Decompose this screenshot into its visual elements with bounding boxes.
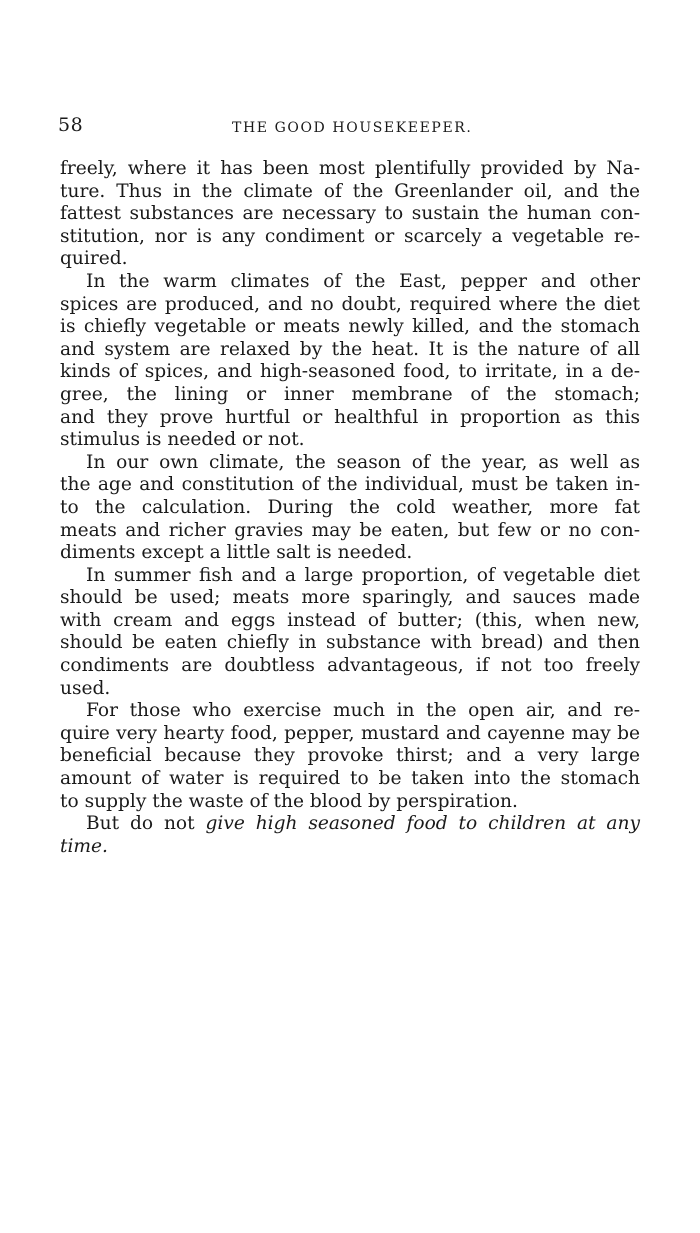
text-line: stitution, nor is any condiment or scarcely a vegetable re- (60, 225, 640, 247)
paragraph (60, 158, 640, 271)
text-line: In our own climate, the season of the year, as well as (86, 451, 640, 473)
text-line: diments except a little salt is needed. (60, 542, 413, 564)
text-roman: But do not (86, 813, 206, 835)
text-line: to supply the waste of the blood by perspiration. (60, 790, 518, 812)
text-line: amount of water is required to be taken into the stomach (60, 768, 640, 790)
running-head: THE GOOD HOUSEKEEPER. (232, 120, 473, 136)
body-text (60, 158, 640, 858)
text-line: In the warm climates of the East, pepper and other (86, 270, 640, 292)
page-number: 58 (58, 114, 84, 136)
text-line: ture. Thus in the climate of the Greenlander oil, and the (60, 180, 640, 202)
text-line: is chiefly vegetable or meats newly killed, and the stomach (60, 316, 640, 338)
text-line: should be used; meats more sparingly, and sauces made (60, 587, 640, 609)
text-line: meats and richer gravies may be eaten, but few or no con- (60, 519, 640, 541)
text-line: time. (60, 835, 108, 857)
text-line: gree, the lining or inner membrane of the stomach; (60, 383, 640, 405)
text-line: fattest substances are necessary to sustain the human con- (60, 203, 640, 225)
text-line: the age and constitution of the individual, must be taken in- (60, 474, 640, 496)
paragraph (60, 700, 640, 813)
text-line: beneficial because they provoke thirst; and a very large (60, 745, 640, 767)
text-line: kinds of spices, and high-seasoned food, to irritate, in a de- (60, 361, 640, 383)
text-line: For those who exercise much in the open air, and re- (86, 700, 640, 722)
paragraph (60, 271, 640, 452)
text-italic: give high seasoned food to children at any (205, 813, 640, 835)
text-line: condiments are doubtless advantageous, if not too freely (60, 655, 640, 677)
text-line: spices are produced, and no doubt, required where the diet (60, 293, 640, 315)
text-line: freely, where it has been most plentifully provided by Na- (60, 158, 640, 179)
text-line: should be eaten chiefly in substance with bread) and then (60, 632, 640, 654)
text-line: to the calculation. During the cold weather, more fat (60, 496, 640, 518)
paragraph (60, 565, 640, 701)
text-line: quire very hearty food, pepper, mustard and cayenne may be (60, 722, 640, 744)
text-line: and system are relaxed by the heat. It is the nature of all (60, 338, 640, 360)
paragraph (60, 813, 640, 858)
text-line: with cream and eggs instead of butter; (this, when new, (60, 609, 640, 631)
text-line: quired. (60, 248, 128, 270)
paragraph (60, 452, 640, 565)
text-line: In summer fish and a large proportion, of vegetable diet (86, 564, 640, 586)
text-line: used. (60, 677, 111, 699)
text-line (60, 813, 640, 836)
text-line: and they prove hurtful or healthful in proportion as this (60, 406, 640, 428)
text-line: stimulus is needed or not. (60, 429, 305, 451)
